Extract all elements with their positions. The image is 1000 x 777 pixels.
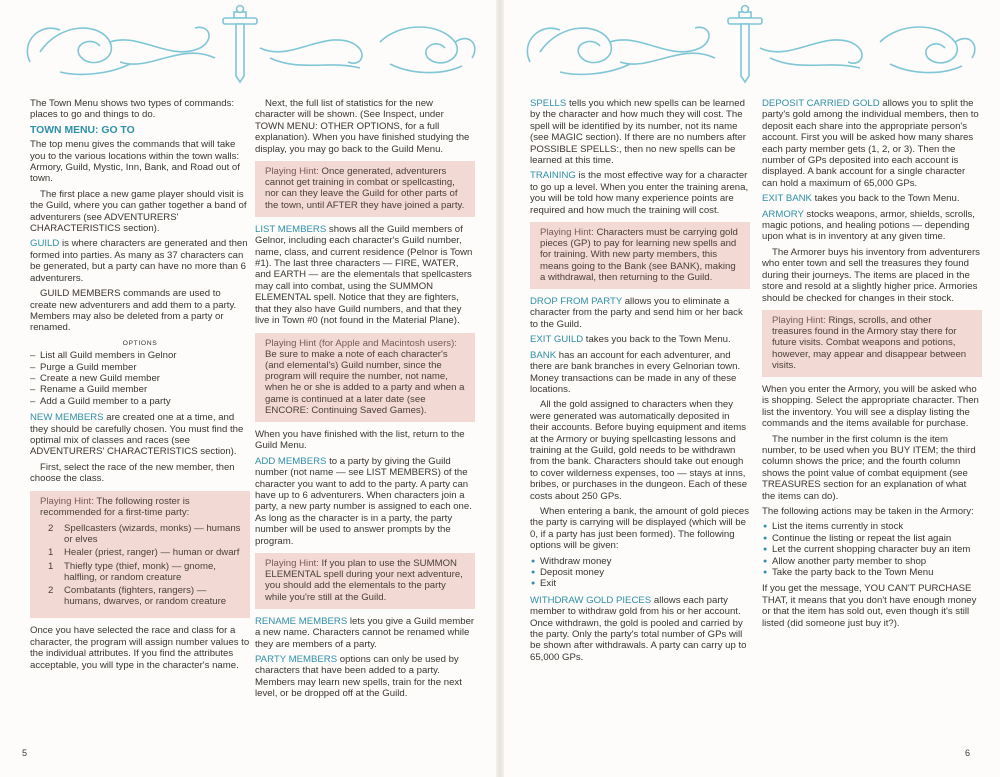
playing-hint-roster: [30, 491, 250, 619]
withdraw-paragraph: [530, 595, 750, 663]
playing-hint-gold: [530, 222, 750, 289]
roster-item: 2 Spellcasters (wizards, monks) — humans or elves: [48, 523, 241, 546]
exit-bank-text: takes you back to the Town Menu.: [811, 193, 960, 205]
list-members-keyword: LIST MEMBERS: [255, 223, 327, 235]
spells-text: tells you which new spells can be learned by the character and how much they will cost. The spell will be identified by its number, not its name (see MAGIC section). If there are no numbers after POSSIBLE SPELLS:, then no new spells can be learned at this time.: [530, 98, 746, 167]
guild-paragraph: [30, 238, 250, 284]
hint-text: Be sure to make a note of each character's (and elemental's) Guild number, since the program will require the number, not name, when he or she is added to a party and when a game is continued at a later date (see ENCORE: Continuing Saved Games).: [265, 348, 465, 416]
party-members-text: options can only be used by characters that have been added to a party. Members may learn new spells, train for the next level, or be dropped off at the Guild.: [255, 654, 462, 700]
options-title: OPTIONS: [122, 339, 158, 347]
exit-bank-keyword: EXIT BANK: [762, 193, 812, 205]
bank-text: has an account for each adventurer, and there are bank branches in every Gelnorian town. Money transactions can be made in any of these locations.: [530, 349, 741, 395]
right-column-1: [530, 98, 750, 667]
guild-text: is where characters are generated and then formed into parties. As many as 37 characters can be generated, but a party can have no more than 6 adventurers.: [30, 238, 248, 284]
right-page: [500, 0, 1000, 777]
left-column-1: [30, 98, 250, 675]
list-item: – Create a new Guild member: [30, 373, 250, 384]
hint-label: Playing Hint:: [40, 495, 94, 507]
playing-hint-apple: [255, 333, 475, 422]
roster-item: 1 Thiefly type (thief, monk) — gnome, halfling, or random creature: [48, 560, 216, 583]
armory-keyword: ARMORY: [762, 208, 804, 220]
drop-from-party-keyword: DROP FROM PARTY: [530, 296, 623, 308]
list-item: – Purge a Guild member: [30, 362, 250, 373]
closing-paragraph: Once you have selected the race and class for a character, the program will assign number values to the individual attributes. If you find the attributes acceptable, you will type in the character's name.: [30, 625, 250, 671]
add-members-paragraph: [255, 456, 475, 547]
drop-from-party-paragraph: [530, 296, 750, 330]
hint-text: The following roster is recommended for a first-time party:: [40, 495, 190, 518]
bank-keyword: BANK: [530, 349, 557, 361]
finished-list-paragraph: When you have finished with the list, return to the Guild Menu.: [255, 428, 465, 452]
guild-members-paragraph: GUILD MEMBERS commands are used to create new adventurers and add them to a party. Members may also be deleted from a party or renamed.: [30, 288, 237, 334]
list-item: – Add a Guild member to a party: [30, 396, 250, 407]
guild-keyword: GUILD: [30, 238, 60, 250]
bank-paragraph: [530, 350, 750, 396]
list-item: – Rename a Guild member: [30, 384, 250, 395]
spells-keyword: SPELLS: [530, 98, 567, 109]
page-number-right: 6: [964, 747, 970, 758]
spells-paragraph: [530, 98, 750, 166]
celtic-sword-header-art: [500, 2, 1000, 84]
left-column-2: [255, 98, 475, 704]
playing-hint-elemental: [255, 553, 475, 609]
deposit-keyword: DEPOSIT CARRIED GOLD: [762, 98, 880, 109]
exit-bank-paragraph: [762, 193, 982, 204]
exit-guild-keyword: EXIT GUILD: [530, 334, 584, 346]
rename-members-keyword: RENAME MEMBERS: [255, 615, 348, 627]
armory-paragraph: [762, 209, 982, 243]
playing-hint-armory: [762, 310, 982, 377]
hint-label: Playing Hint:: [540, 227, 594, 239]
hint-text: If you plan to use the SUMMON ELEMENTAL spell during your next adventure, you should add the elementals to the party while you're still at the Guild.: [265, 557, 463, 603]
withdraw-text: allows each party member to withdraw gold from his or her account. Once withdrawn, the gold is pooled and carried by the party. Only the party's total number of GPs will be shown after withdrawals. A party can carry up to 65,000 GPs.: [530, 594, 747, 663]
training-keyword: TRAINING: [530, 170, 576, 182]
new-members-text: are created one at a time, and they should be carefully chosen. You must find the optimal mix of classes and races (see ADVENTURERS' CHARACTERISTICS section).: [30, 412, 244, 458]
guild-options-list: [30, 350, 250, 407]
hint-label: Playing Hint:: [265, 557, 319, 569]
town-menu-intro: The Town Menu shows two types of commands: places to go and things to do.: [30, 98, 235, 121]
list-item: ● Exit: [530, 578, 750, 589]
list-item: – List all Guild members in Gelnor: [30, 350, 250, 361]
list-item: ● List the items currently in stock: [762, 521, 982, 532]
new-members-paragraph: [30, 412, 250, 458]
right-column-2: [762, 98, 982, 633]
list-members-paragraph: [255, 224, 475, 327]
armorer-paragraph: The Armorer buys his inventory from adventurers who enter town and sell the treasures they found during their journeys. The items are placed in the store and resold at a slightly higher price. Armories should be checked for changes in their stock.: [762, 246, 980, 304]
list-item: ● Allow another party member to shop: [762, 556, 982, 567]
cant-purchase-paragraph: If you get the message, YOU CAN'T PURCHASE THAT, it means that you don't have enough money or that the item has sold out, even though it's still listed (did someone just buy it?).: [762, 583, 977, 629]
training-text: is the most effective way for a character to go up a level. When you enter the training arena, you will be told how many experience points are required and how much the training will cost.: [530, 170, 749, 216]
training-paragraph: [530, 170, 750, 216]
celtic-sword-header-art: [0, 2, 500, 84]
list-item: ● Continue the listing or repeat the list again: [762, 533, 982, 544]
rename-members-paragraph: [255, 616, 475, 650]
hint-text: Characters must be carrying gold pieces (GP) to pay for learning new spells and for training. With new party members, this means going to the Bank (see BANK), making a withdrawal, then returning to the Guild.: [540, 227, 738, 283]
bank-options-list: [530, 556, 750, 590]
list-item: ● Take the party back to the Town Menu: [762, 567, 982, 578]
hint-label: Playing Hint:: [772, 314, 826, 326]
hint-text: Rings, scrolls, and other treasures found in the Armory stay there for future visits. Combat weapons and potions, however, may appear and disappear between visits.: [772, 314, 967, 371]
rename-members-text: lets you give a Guild member a new name. Characters cannot be renamed while they are members of a party.: [255, 615, 475, 650]
first-select-paragraph: First, select the race of the new member, then choose the class.: [30, 461, 235, 485]
drop-from-party-text: allows you to eliminate a character from the party and send him or her back to the Guild.: [530, 296, 743, 330]
armory-text: stocks weapons, armor, shields, scrolls, magic potions, and healing potions — depending upon what is in inventory at any given time.: [762, 208, 975, 243]
list-item: ● Let the current shopping character buy an item: [762, 544, 982, 555]
playing-hint-training: [255, 161, 475, 217]
roster-list: [40, 523, 241, 607]
hint-label: Playing Hint:: [265, 166, 319, 178]
exit-guild-text: takes you back to the Town Menu.: [583, 334, 731, 346]
list-item: ● Withdraw money: [530, 556, 750, 567]
page-number-left: 5: [22, 747, 28, 758]
hint-text: Once generated, adventurers cannot get training in combat or spellcasting, nor can they leave the Guild for other parts of the town, until AFTER they have joined a party.: [265, 166, 465, 211]
exit-guild-paragraph: [530, 334, 750, 345]
top-menu-paragraph: The top menu gives the commands that will take you to the various locations within the town walls: Armory, Guild, Mystic, Inn, Bank, and Road out of town.: [30, 139, 240, 185]
add-members-text: to a party by giving the Guild number (not name — see LIST MEMBERS) of the character you want to add to the party. A party can have up to 6 adventurers. When characters join a party, a new party number is assigned to each one. As long as the character is in a party, the party number will be used to answer prompts by the program.: [255, 455, 472, 547]
party-members-paragraph: [255, 654, 475, 700]
gold-assigned-paragraph: All the gold assigned to characters when they were generated was automatically deposited in their accounts. Before buying equipment and items at the Armory or buying spellcasting lessons and training at the Guild, gold needs to be withdrawn from the bank. Characters should take out enough to cover wilderness expenses, too — stays at inns, bribes, or purchases in the dungeon. Each of these costs about 250 GPs.: [530, 399, 748, 502]
deposit-paragraph: [762, 98, 982, 189]
armory-actions-list: [762, 521, 982, 578]
new-members-keyword: NEW MEMBERS: [30, 412, 104, 424]
columns-paragraph: The number in the first column is the item number, to be used when you BUY ITEM; the third column shows the price; and the fourth column shows the point value of combat equipment (see TREASURES section for an explanation of what the items can do).: [762, 433, 976, 502]
enter-armory-paragraph: When you enter the Armory, you will be asked who is shopping. Select the appropriate character. Then list the inventory. You will see a display listing the commands and the items available for purchase.: [762, 383, 979, 430]
hint-label: Playing Hint (for Apple and Macintosh users):: [265, 337, 457, 349]
deposit-text: allows you to split the party's gold among the individual members, then to deposit each share into the appropriate person's account. First you will be asked how many shares each party member gets (1, 2, or 3). Then the number of GPs deposited into each account is displayed. A bank account for a single character can hold a maximum of 65,000 GPs.: [762, 98, 979, 189]
withdraw-keyword: WITHDRAW GOLD PIECES: [530, 594, 652, 606]
list-item: ● Deposit money: [530, 567, 750, 578]
roster-item: 2 Combatants (fighters, rangers) — humans, dwarves, or random creature: [48, 585, 227, 608]
actions-intro: The following actions may be taken in the Armory:: [762, 505, 974, 517]
town-menu-go-to-heading: TOWN MENU: GO TO: [30, 124, 135, 136]
list-members-text: shows all the Guild members of Gelnor, including each character's Guild number, name, class, and current residence (Pelnor is Town #1). The last three characters — FIRE, WATER, and EARTH — are the elementals that spellcasters may call into combat, using the SUMMON ELEMENTAL spell. Notice that they are fighters, that they also have Guild numbers, and that they live in Town #0 (not found in the Material Plane).: [255, 223, 473, 327]
add-members-keyword: ADD MEMBERS: [255, 455, 327, 467]
party-members-keyword: PARTY MEMBERS: [255, 654, 338, 666]
next-stats-paragraph: Next, the full list of statistics for the new character will be shown. (See Inspect, under TOWN MENU: OTHER OPTIONS, for a full explanation). When you have finished studying the display, you may go back to the Guild Menu.: [255, 98, 470, 155]
first-place-paragraph: The first place a new game player should visit is the Guild, where you can gather together a band of adventurers (see ADVENTURERS' CHARACTERISTICS section).: [30, 188, 247, 235]
bank-enter-paragraph: When entering a bank, the amount of gold pieces the party is carrying will be displayed (which will be 0, if a party has just been formed). The following options will be given:: [530, 505, 750, 552]
roster-item: 1 Healer (priest, ranger) — human or dwarf: [48, 547, 240, 559]
